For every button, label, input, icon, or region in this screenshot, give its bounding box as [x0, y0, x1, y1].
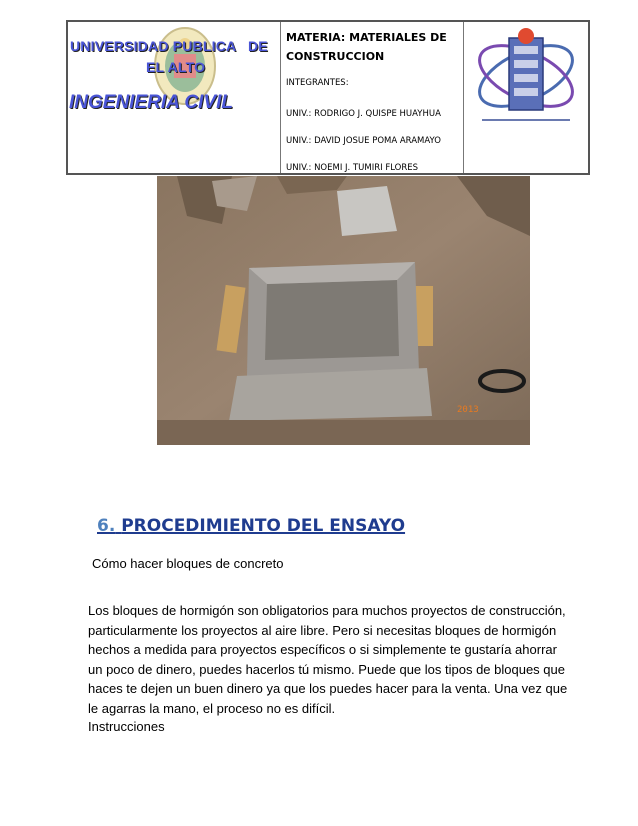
concrete-mold-photo	[157, 176, 530, 445]
materia-line2: CONSTRUCCION	[286, 50, 385, 63]
materia-line1: MATERIA: MATERIALES DE	[286, 31, 447, 44]
integrantes-label: INTEGRANTES:	[286, 78, 349, 88]
faculty-name: INGENIERIA CIVIL	[69, 92, 233, 113]
university-cell	[68, 22, 281, 173]
photo-date-stamp: 2013	[457, 405, 479, 415]
instructions-label: Instrucciones	[88, 719, 165, 734]
university-name-line2: EL ALTO	[146, 59, 206, 75]
body-paragraph: Los bloques de hormigón son obligatorios para muchos proyectos de construcción, particularmente los proyectos al aire libre. Pero si necesitas bloques de hormigón hechos a medida para proyectos específicos o si simplemente te gustaría ahorrar un poco de dinero, puedes hacerlos tú mismo. Puede que los tipos de bloques que haces te dejen un buen dinero ya que los puedes hacer para la venta. Una vez que le agarras la mano, el proceso no es difícil.	[88, 603, 568, 716]
university-name-de: DE	[248, 38, 268, 54]
section-heading	[97, 516, 405, 536]
section-number: 6.	[97, 516, 116, 536]
university-name-line1: UNIVERSIDAD PUBLICA	[70, 38, 237, 54]
member-1: UNIV.: RODRIGO J. QUISPE HUAYHUA	[286, 109, 441, 119]
section-subtitle: Cómo hacer bloques de concreto	[92, 556, 284, 571]
course-info-cell	[281, 22, 464, 173]
member-2: UNIV.: DAVID JOSUE POMA ARAMAYO	[286, 136, 441, 146]
member-3: UNIV.: NOEMI J. TUMIRI FLORES	[286, 163, 418, 173]
engineering-logo-icon	[464, 24, 588, 134]
section-title: PROCEDIMIENTO DEL ENSAYO	[121, 516, 406, 536]
logo-cell	[464, 22, 588, 173]
header-table	[66, 20, 590, 175]
